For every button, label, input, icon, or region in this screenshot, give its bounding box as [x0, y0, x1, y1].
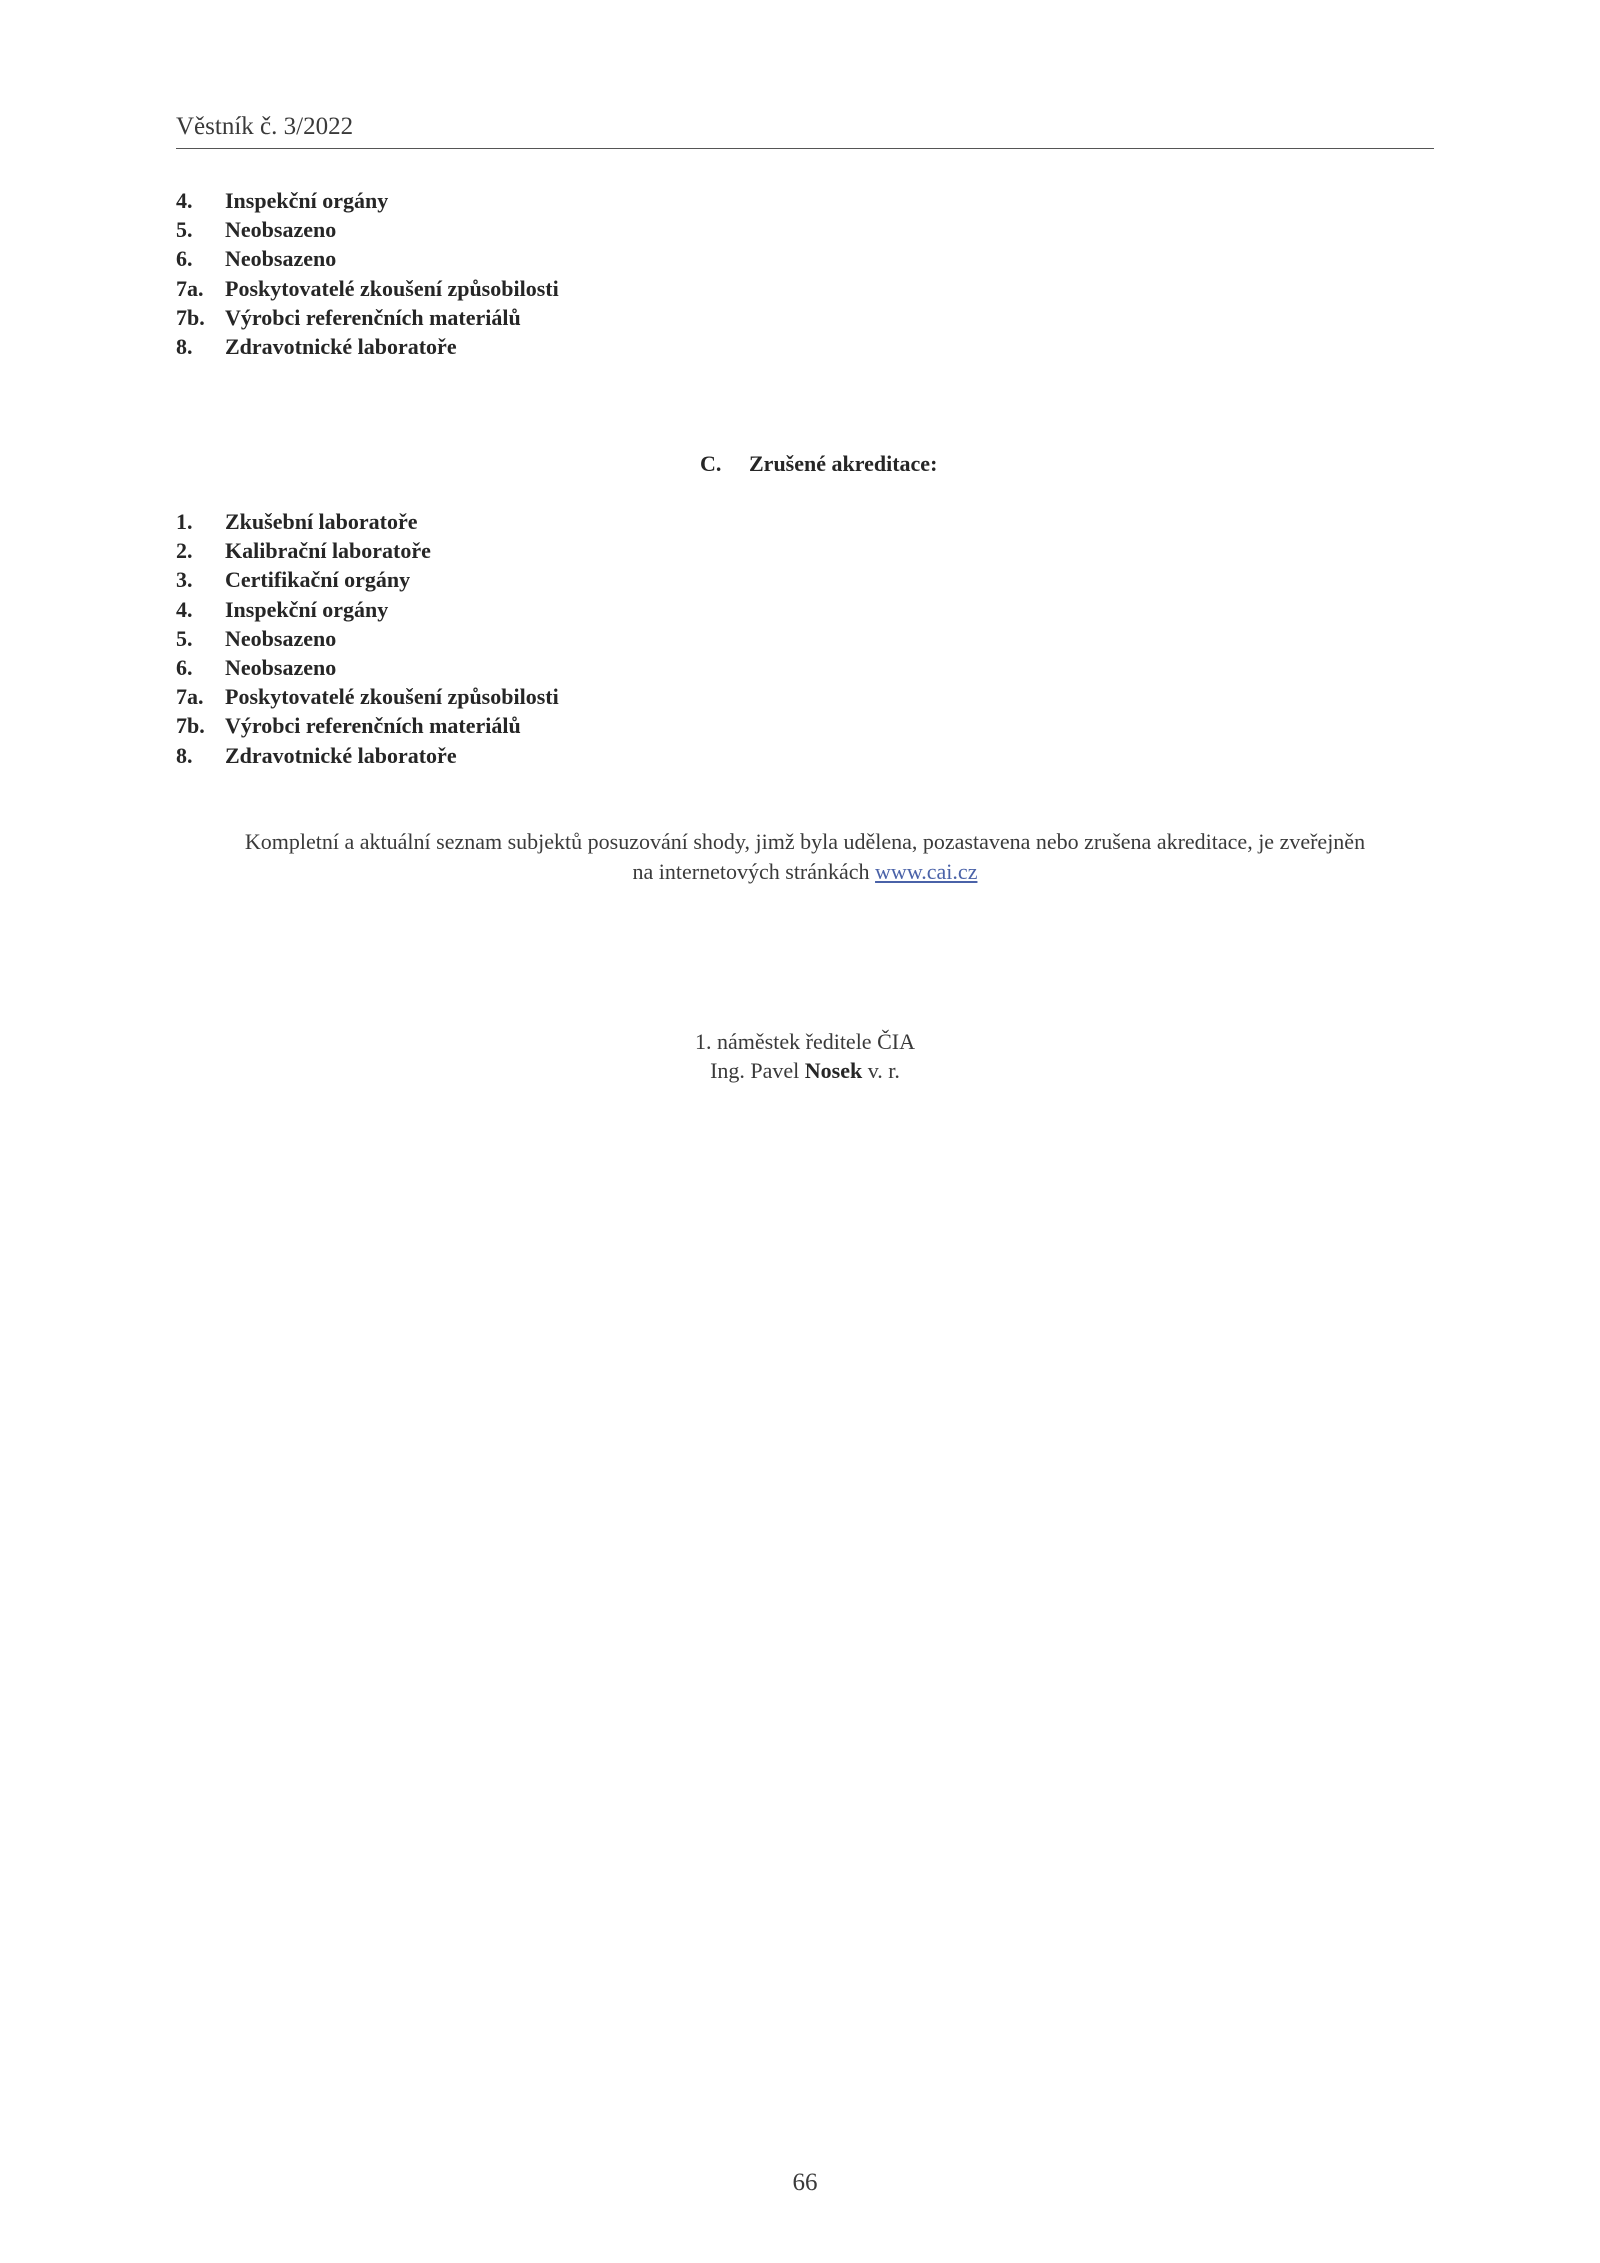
page-header [176, 112, 1434, 149]
list-item-number: 6. [176, 246, 193, 272]
list-item [176, 244, 559, 273]
list-item [176, 332, 559, 361]
list-item-number: 5. [176, 217, 193, 243]
list-item-label: Poskytovatelé zkoušení způsobilosti [225, 684, 559, 710]
list-item-label: Certifikační orgány [225, 567, 411, 593]
list-item-number: 6. [176, 654, 193, 680]
list-item [176, 186, 559, 215]
list-item [176, 653, 559, 682]
list-item [176, 274, 559, 303]
list-item-number: 8. [176, 742, 193, 768]
list-item-number: 7a. [176, 684, 204, 710]
list-item-number: 4. [176, 188, 193, 213]
registry-note [176, 827, 1434, 887]
list-item-label: Výrobci referenčních materiálů [225, 713, 521, 739]
list-item-number: 7b. [176, 713, 205, 739]
signatory-name [176, 1056, 1434, 1085]
list-item-label: Inspekční orgány [225, 188, 389, 213]
list-item [176, 711, 559, 740]
signatory-name-suffix: v. r. [862, 1058, 900, 1083]
list-item-label: Zdravotnické laboratoře [225, 742, 457, 768]
list-item [176, 215, 559, 244]
list-item-label: Výrobci referenčních materiálů [225, 304, 521, 330]
list-item-number: 1. [176, 509, 193, 534]
list-item-label: Neobsazeno [225, 625, 337, 651]
signatory-name-prefix: Ing. Pavel [710, 1058, 805, 1083]
section-c-heading [700, 449, 937, 479]
list-item-number: 8. [176, 333, 193, 359]
list-item [176, 682, 559, 711]
list-item-number: 2. [176, 538, 193, 564]
list-item-label: Neobsazeno [225, 246, 337, 272]
accreditation-list-continued [176, 186, 559, 361]
journal-title: Věstník č. 3/2022 [176, 113, 354, 140]
note-line-2 [176, 857, 1434, 887]
signature-block [176, 1027, 1434, 1085]
note-line-2-text: na internetových stránkách [632, 859, 876, 884]
section-letter: C. [700, 451, 722, 476]
list-item-number: 3. [176, 567, 193, 593]
list-item-label: Zdravotnické laboratoře [225, 333, 457, 359]
list-item-label: Neobsazeno [225, 654, 337, 680]
list-item [176, 565, 559, 594]
list-item [176, 303, 559, 332]
list-item-number: 5. [176, 625, 193, 651]
list-item [176, 741, 559, 770]
list-item-number: 7b. [176, 304, 205, 330]
list-item-number: 4. [176, 596, 193, 622]
signatory-role: 1. náměstek ředitele ČIA [695, 1029, 915, 1054]
list-item-label: Inspekční orgány [225, 596, 389, 622]
list-item-label: Poskytovatelé zkoušení způsobilosti [225, 275, 559, 301]
revoked-accreditations-list [176, 507, 559, 770]
list-item-label: Zkušební laboratoře [225, 509, 418, 534]
list-item [176, 624, 559, 653]
list-item-number: 7a. [176, 275, 204, 301]
cai-website-link[interactable]: www.cai.cz [875, 859, 978, 884]
note-line-1: Kompletní a aktuální seznam subjektů posuzování shody, jimž byla udělena, pozastavena nebo zrušena akreditace, je zveřejněn [244, 829, 1366, 854]
page-number: 66 [792, 2169, 818, 2196]
section-title: Zrušené akreditace: [749, 451, 938, 476]
signatory-surname: Nosek [804, 1058, 863, 1083]
list-item-label: Kalibrační laboratoře [225, 538, 431, 564]
list-item [176, 507, 559, 536]
list-item [176, 595, 559, 624]
list-item-label: Neobsazeno [225, 217, 337, 243]
list-item [176, 536, 559, 565]
